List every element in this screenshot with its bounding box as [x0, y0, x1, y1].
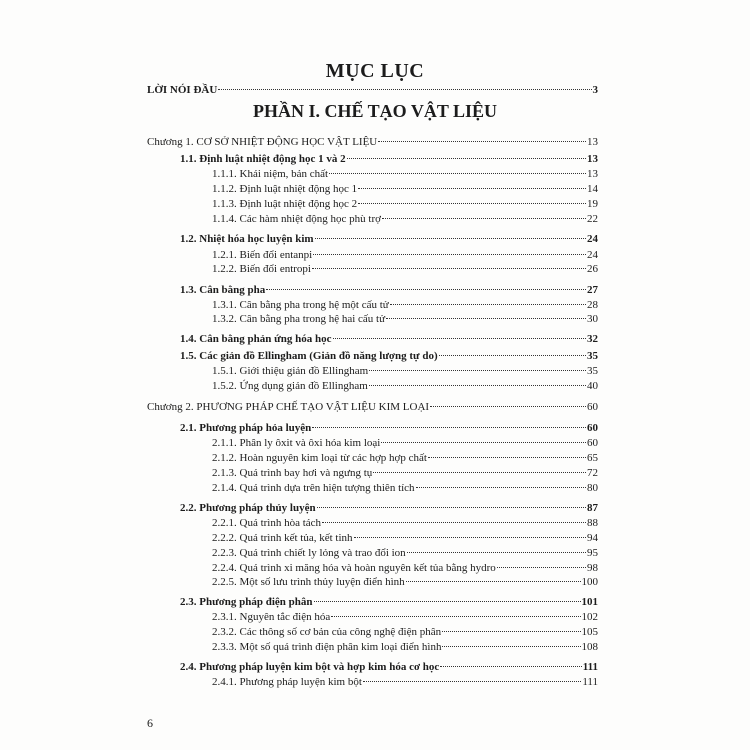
- dot-leader: [218, 89, 591, 90]
- toc-entry: [212, 516, 598, 530]
- dot-leader: [406, 581, 581, 582]
- toc-entry-text: 1.1.1. Khái niệm, bản chất: [212, 168, 329, 180]
- toc-entry-text: 2.1.4. Quá trình dựa trên hiện tượng thiên tích: [212, 482, 415, 494]
- toc-entry-text: 2.3. Phương pháp điện phân: [180, 596, 313, 608]
- toc-entry-page: 24: [587, 233, 598, 245]
- toc-entry-page: 27: [587, 284, 598, 296]
- toc-entry: [212, 212, 598, 226]
- toc-entry-page: 22: [587, 213, 598, 225]
- page-number: 6: [147, 716, 153, 730]
- toc-entry-text: Chương 2. PHƯƠNG PHÁP CHẾ TẠO VẬT LIỆU KIM LOẠI: [147, 401, 430, 413]
- toc-entry-text: 1.5.1. Giới thiệu giản đồ Ellingham: [212, 365, 369, 377]
- toc-entry-page: 65: [587, 452, 598, 464]
- dot-leader: [378, 141, 586, 142]
- toc-entry-page: 28: [587, 299, 598, 311]
- toc-entry-text: LỜI NÓI ĐẦU: [147, 84, 218, 96]
- dot-leader: [313, 254, 586, 255]
- toc-entry-page: 26: [587, 263, 598, 275]
- toc-entry-text: 1.1.3. Định luật nhiệt động học 2: [212, 198, 358, 210]
- toc-entry-text: 2.2.4. Quá trình xi măng hóa và hoàn nguyên kết tủa bằng hydro: [212, 562, 496, 574]
- toc-entry-text: 2.1. Phương pháp hỏa luyện: [180, 422, 312, 434]
- dot-leader: [442, 646, 580, 647]
- page-title: MỤC LỤC: [325, 60, 425, 82]
- toc-entry-page: 24: [587, 249, 598, 261]
- toc-entry: [212, 197, 598, 211]
- dot-leader: [430, 406, 586, 407]
- toc-entry-text: 2.3.2. Các thông số cơ bản của công nghệ điện phân: [212, 626, 442, 638]
- dot-leader: [440, 666, 581, 667]
- toc-entry-page: 105: [581, 626, 598, 638]
- toc-entry: [212, 610, 598, 624]
- toc-entry-page: 35: [587, 365, 598, 377]
- toc-entry-text: Chương 1. CƠ SỞ NHIỆT ĐỘNG HỌC VẬT LIỆU: [147, 136, 378, 148]
- toc-entry: [212, 575, 598, 589]
- dot-leader: [315, 238, 586, 239]
- dot-leader: [407, 552, 586, 553]
- toc-entry-page: 108: [581, 641, 598, 653]
- toc-entry: [212, 167, 598, 181]
- toc-entry: [212, 312, 598, 326]
- toc-entry-text: 1.3. Cân bằng pha: [180, 284, 266, 296]
- toc-entry-text: 1.4. Cân bằng phản ứng hóa học: [180, 333, 332, 345]
- toc-entry: [212, 364, 598, 378]
- toc-entry-page: 94: [587, 532, 598, 544]
- dot-leader: [331, 616, 580, 617]
- toc-entry: [212, 675, 598, 689]
- dot-leader: [442, 631, 580, 632]
- toc-entry-page: 80: [587, 482, 598, 494]
- dot-leader: [322, 522, 586, 523]
- toc-entry-text: 2.1.2. Hoàn nguyên kim loại từ các hợp hợp chất: [212, 452, 427, 464]
- toc-entry-text: 2.4. Phương pháp luyện kim bột và hợp kim hóa cơ học: [180, 661, 440, 673]
- toc-entry-text: 2.3.3. Một số quá trình điện phân kim loại điển hình: [212, 641, 442, 653]
- dot-leader: [358, 203, 586, 204]
- toc-entry-page: 60: [587, 422, 598, 434]
- toc-entry-text: 2.3.1. Nguyên tắc điện hóa: [212, 611, 331, 623]
- toc-entry-page: 88: [587, 517, 598, 529]
- toc-entry: [212, 248, 598, 262]
- toc-entry-page: 102: [581, 611, 598, 623]
- dot-leader: [358, 188, 586, 189]
- toc-entry-page: 72: [587, 467, 598, 479]
- dot-leader: [317, 507, 586, 508]
- toc-entry-preface: [147, 83, 598, 97]
- toc-entry: [212, 262, 598, 276]
- dot-leader: [369, 385, 586, 386]
- toc-entry-page: 35: [587, 350, 598, 362]
- toc-entry: [180, 421, 598, 435]
- dot-leader: [354, 537, 586, 538]
- toc-entry-text: 1.5. Các giản đồ Ellingham (Giản đồ năng lượng tự do): [180, 350, 438, 362]
- dot-leader: [314, 601, 581, 602]
- toc-entry-text: 1.3.1. Cân bằng pha trong hệ một cấu tử: [212, 299, 389, 311]
- toc-entry-page: 32: [587, 333, 598, 345]
- toc-entry: [212, 546, 598, 560]
- toc-entry: [180, 595, 598, 609]
- toc-entry-page: 87: [587, 502, 598, 514]
- dot-leader: [497, 567, 586, 568]
- dot-leader: [312, 268, 586, 269]
- toc-entry: [180, 332, 598, 346]
- toc-entry-page: 60: [587, 437, 598, 449]
- dot-leader: [373, 472, 586, 473]
- toc-entry: [212, 625, 598, 639]
- toc-entry-text: 2.2. Phương pháp thủy luyện: [180, 502, 316, 514]
- toc-entry: [212, 561, 598, 575]
- toc-entry-text: 1.1.4. Các hàm nhiệt động học phù trợ: [212, 213, 381, 225]
- toc-entry-text: 2.2.5. Một số lưu trình thủy luyện điển hình: [212, 576, 405, 588]
- toc-entry: [180, 501, 598, 515]
- toc-entry-page: 13: [587, 168, 598, 180]
- toc-entry-text: 2.2.2. Quá trình kết tủa, kết tinh: [212, 532, 353, 544]
- toc-entry-page: 111: [582, 661, 598, 673]
- toc-entry: [180, 283, 598, 297]
- toc-entry-page: 14: [587, 183, 598, 195]
- dot-leader: [369, 370, 586, 371]
- toc-entry-page: 95: [587, 547, 598, 559]
- toc-entry-page: 40: [587, 380, 598, 392]
- dot-leader: [266, 289, 586, 290]
- toc-entry-page: 13: [587, 153, 598, 165]
- toc-entry-page: 98: [587, 562, 598, 574]
- toc-entry-page: 101: [581, 596, 598, 608]
- dot-leader: [329, 173, 586, 174]
- toc-entry-text: 2.4.1. Phương pháp luyện kim bột: [212, 676, 362, 688]
- toc-entry: [212, 481, 598, 495]
- toc-entry: [212, 640, 598, 654]
- toc-entry-page: 100: [581, 576, 598, 588]
- part-title: PHẦN I. CHẾ TẠO VẬT LIỆU: [252, 101, 498, 121]
- toc-entry-text: 2.2.1. Quá trình hòa tách: [212, 517, 322, 529]
- dot-leader: [439, 355, 586, 356]
- toc-entry-page: 60: [587, 401, 598, 413]
- dot-leader: [333, 338, 587, 339]
- toc-entry: [180, 349, 598, 363]
- toc-entry-page: 3: [592, 84, 598, 96]
- toc-entry-text: 2.1.1. Phân ly ôxit và ôxi hóa kim loại: [212, 437, 381, 449]
- toc-entry: [212, 436, 598, 450]
- toc-entry: [212, 182, 598, 196]
- toc-entry-page: 19: [587, 198, 598, 210]
- dot-leader: [416, 487, 586, 488]
- toc-entry-text: 1.2.1. Biến đổi entanpi: [212, 249, 313, 261]
- toc-entry-text: 1.1.2. Định luật nhiệt động học 1: [212, 183, 358, 195]
- toc-entry-text: 2.2.3. Quá trình chiết ly lỏng và trao đổi ion: [212, 547, 406, 559]
- toc-entry-text: 1.2.2. Biến đổi entropi: [212, 263, 311, 275]
- toc-entry-text: 1.1. Định luật nhiệt động học 1 và 2: [180, 153, 346, 165]
- toc-entry: [147, 135, 598, 149]
- dot-leader: [390, 304, 586, 305]
- toc-entry: [212, 531, 598, 545]
- dot-leader: [428, 457, 586, 458]
- toc-entry-page: 13: [587, 136, 598, 148]
- toc-entry: [180, 152, 598, 166]
- dot-leader: [381, 442, 586, 443]
- toc-entry-text: 1.5.2. Ứng dụng giản đồ Ellingham: [212, 380, 368, 392]
- toc-entry: [180, 232, 598, 246]
- dot-leader: [312, 427, 586, 428]
- toc-entry: [212, 298, 598, 312]
- toc-entry-text: 1.3.2. Cân bằng pha trong hệ hai cấu tử: [212, 313, 386, 325]
- toc-entry: [212, 466, 598, 480]
- toc-entry: [180, 660, 598, 674]
- toc-entry-text: 1.2. Nhiệt hóa học luyện kim: [180, 233, 314, 245]
- toc-entry: [212, 379, 598, 393]
- dot-leader: [386, 318, 586, 319]
- toc-entry: [212, 451, 598, 465]
- dot-leader: [363, 681, 581, 682]
- dot-leader: [347, 158, 586, 159]
- toc-entry: [147, 400, 598, 414]
- toc-entry-page: 30: [587, 313, 598, 325]
- toc-entry-page: 111: [582, 676, 598, 688]
- toc-entry-text: 2.1.3. Quá trình bay hơi và ngưng tụ: [212, 467, 373, 479]
- dot-leader: [382, 218, 586, 219]
